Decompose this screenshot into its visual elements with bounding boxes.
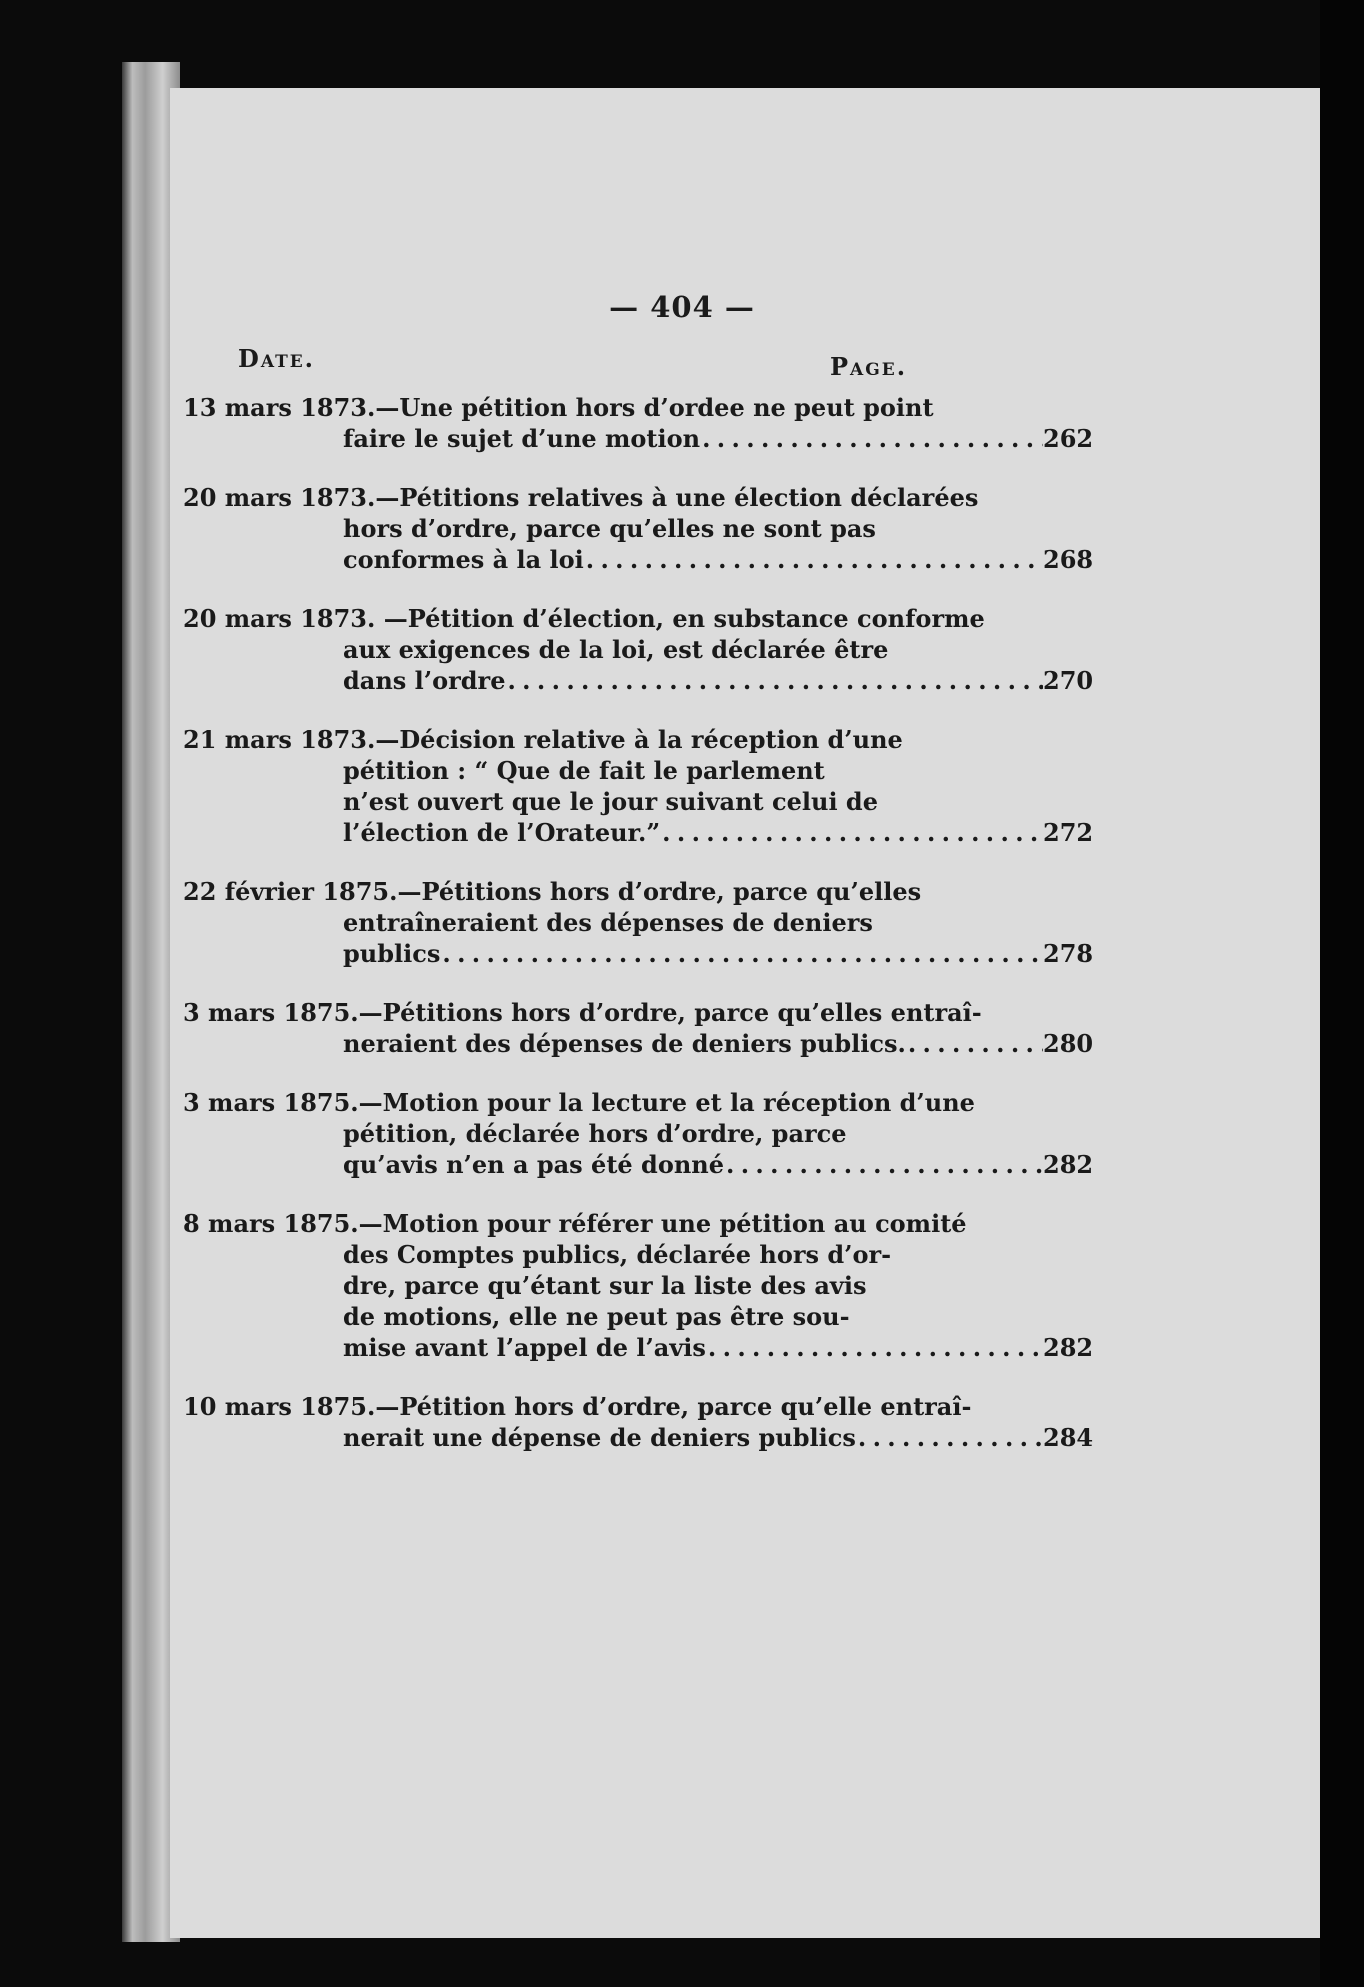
entry-date-line: 20 mars 1873. —Pétition d’élection, en substance conforme <box>183 604 985 633</box>
entry-text: mise avant l’appel de l’avis <box>343 1333 706 1362</box>
entry-page-number: 272 <box>1043 818 1094 847</box>
entry-page-number: 262 <box>1043 424 1094 453</box>
index-entry <box>183 482 1094 575</box>
entry-date-line: 22 février 1875.—Pétitions hors d’ordre, parce qu’elles <box>183 877 922 906</box>
entry-page-number: 282 <box>1043 1150 1094 1179</box>
entry-page-number: 278 <box>1043 939 1094 968</box>
entry-date-line: 21 mars 1873.—Décision relative à la réception d’une <box>183 725 903 754</box>
entry-last-line <box>183 938 1094 969</box>
entry-text-line: pétition, déclarée hors d’ordre, parce <box>343 1119 847 1148</box>
entry-text-line: n’est ouvert que le jour suivant celui de <box>343 787 878 816</box>
dot-leader <box>856 1422 1043 1453</box>
entry-page-number: 284 <box>1043 1423 1094 1452</box>
entry-date-line: 3 mars 1875.—Pétitions hors d’ordre, parce qu’elles entraî- <box>183 998 982 1027</box>
index-entry <box>183 1087 1094 1180</box>
dot-leader <box>724 1149 1043 1180</box>
index-entry <box>183 1208 1094 1363</box>
entry-last-line <box>183 423 1094 454</box>
entry-date-line: 3 mars 1875.—Motion pour la lecture et la réception d’une <box>183 1088 975 1117</box>
index-entry <box>183 1391 1094 1453</box>
entry-text: faire le sujet d’une motion <box>343 424 701 453</box>
entry-text: qu’avis n’en a pas été donné <box>343 1150 724 1179</box>
entry-text: l’élection de l’Orateur.” <box>343 818 661 847</box>
entry-page-number: 268 <box>1043 545 1094 574</box>
dot-leader <box>505 665 1043 696</box>
index-entry <box>183 997 1094 1059</box>
entry-last-line <box>183 544 1094 575</box>
entry-text: publics <box>343 939 441 968</box>
index-entry <box>183 876 1094 969</box>
entry-date-line: 13 mars 1873.—Une pétition hors d’ordee ne peut point <box>183 393 934 422</box>
dot-leader <box>706 1332 1043 1363</box>
dot-leader <box>660 817 1043 848</box>
index-entry <box>183 603 1094 696</box>
entry-text-line: des Comptes publics, déclarée hors d’or- <box>343 1240 892 1269</box>
entry-text: neraient des dépenses de deniers publics. <box>343 1029 906 1058</box>
dot-leader <box>440 938 1043 969</box>
entry-date-line: 20 mars 1873.—Pétitions relatives à une élection déclarées <box>183 483 979 512</box>
dot-leader <box>584 544 1043 575</box>
entry-text: nerait une dépense de deniers publics <box>343 1423 856 1452</box>
entry-text-line: dre, parce qu’étant sur la liste des avis <box>343 1271 867 1300</box>
entry-last-line <box>183 1028 1094 1059</box>
column-header-page: Page. <box>830 352 908 381</box>
index-entry <box>183 724 1094 848</box>
dot-leader <box>700 423 1043 454</box>
entry-text: conformes à la loi <box>343 545 584 574</box>
index-entry <box>183 392 1094 454</box>
entry-date-line: 8 mars 1875.—Motion pour référer une pétition au comité <box>183 1209 967 1238</box>
entry-last-line <box>183 665 1094 696</box>
entry-text-line: hors d’ordre, parce qu’elles ne sont pas <box>343 514 876 543</box>
entry-text-line: entraîneraient des dépenses de deniers <box>343 908 873 937</box>
entry-page-number: 270 <box>1043 666 1094 695</box>
entry-text-line: aux exigences de la loi, est déclarée être <box>343 635 889 664</box>
entry-text: dans l’ordre <box>343 666 506 695</box>
entry-page-number: 282 <box>1043 1333 1094 1362</box>
entry-text-line: de motions, elle ne peut pas être sou- <box>343 1302 850 1331</box>
entry-last-line <box>183 817 1094 848</box>
column-header-date: Date. <box>238 344 316 373</box>
index-entries <box>183 392 1094 1481</box>
entry-text-line: pétition : “ Que de fait le parlement <box>343 756 825 785</box>
entry-last-line <box>183 1422 1094 1453</box>
entry-page-number: 280 <box>1043 1029 1094 1058</box>
entry-last-line <box>183 1149 1094 1180</box>
dot-leader <box>906 1028 1043 1059</box>
page-number: — 404 — <box>609 290 755 324</box>
entry-last-line <box>183 1332 1094 1363</box>
entry-date-line: 10 mars 1875.—Pétition hors d’ordre, parce qu’elle entraî- <box>183 1392 972 1421</box>
